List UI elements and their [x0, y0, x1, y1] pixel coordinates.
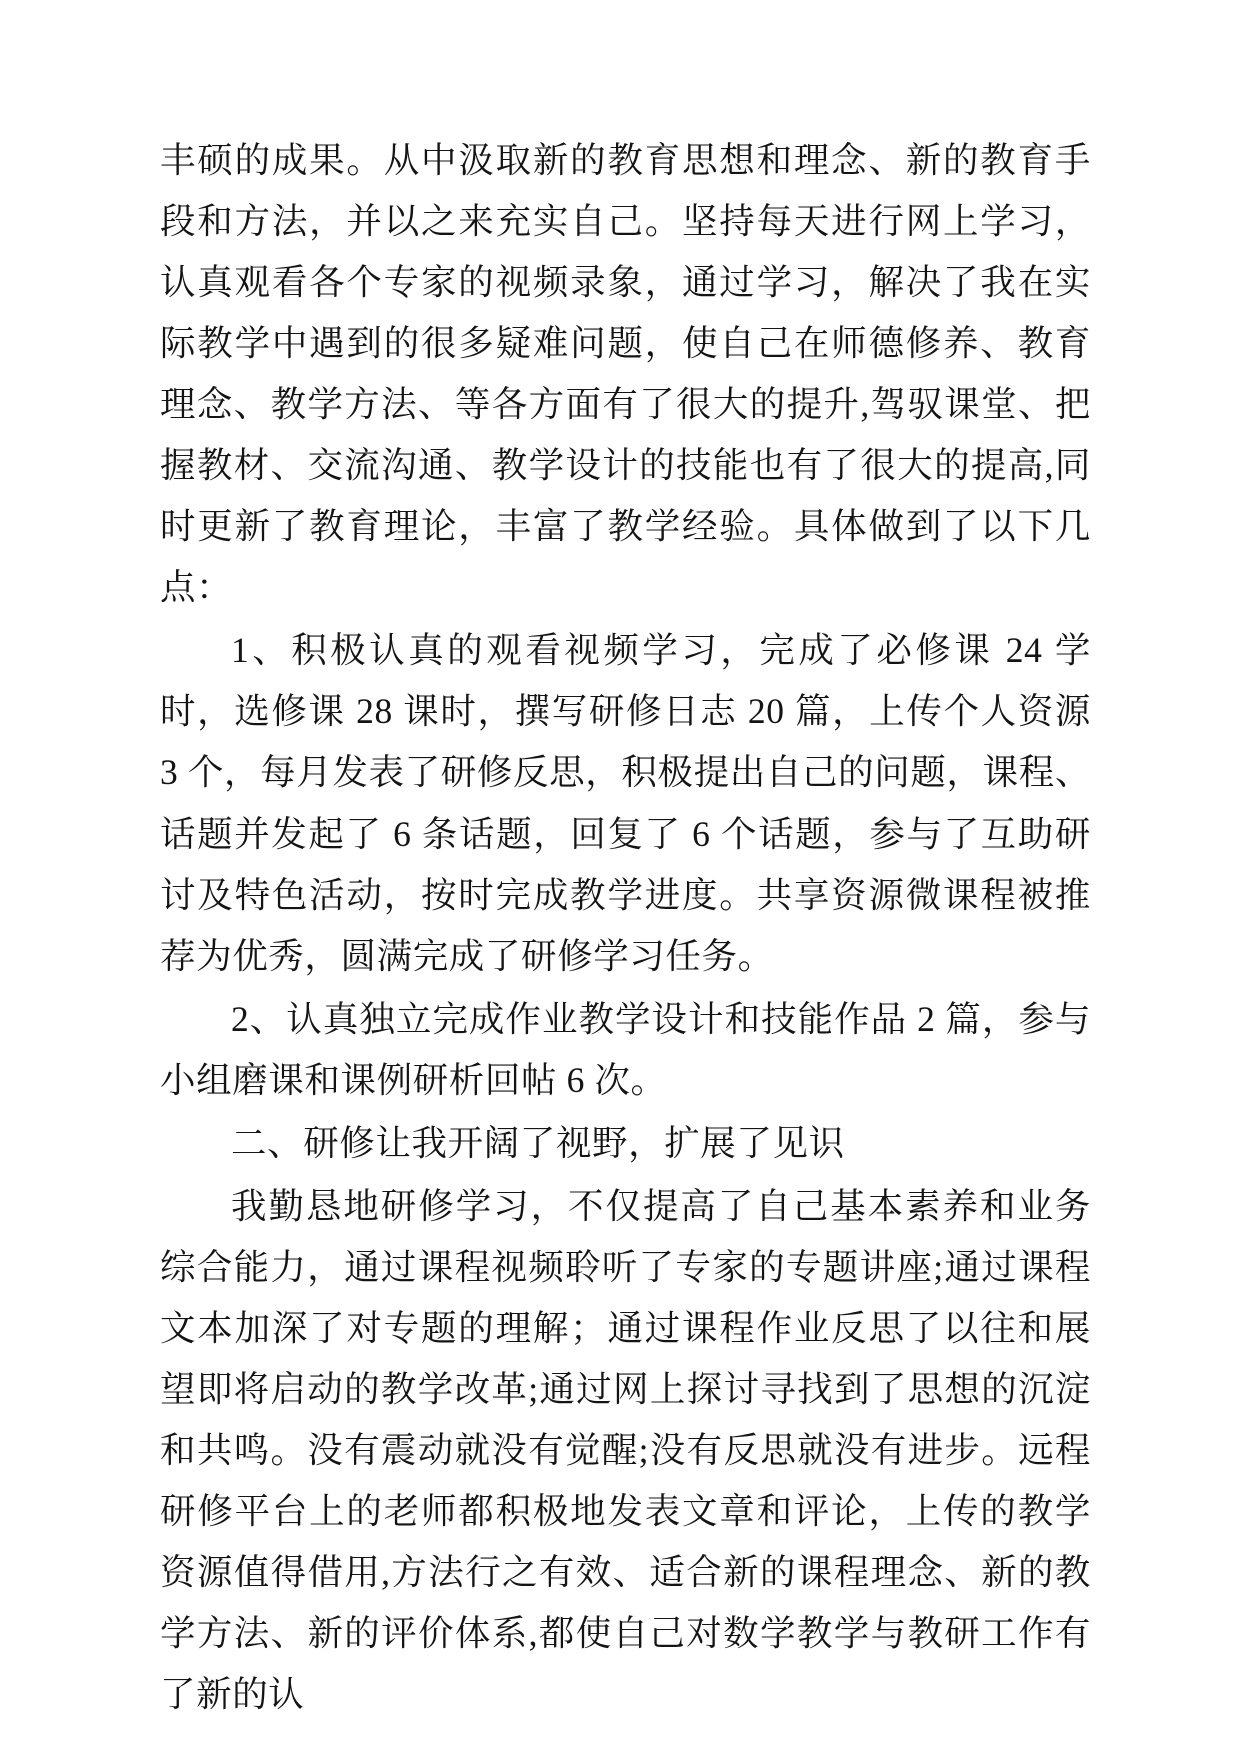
paragraph-continuation: 丰硕的成果。从中汲取新的教育思想和理念、新的教育手段和方法，并以之来充实自己。坚持每天进行网上学习，认真观看各个专家的视频录象，通过学习，解决了我在实际教学中遇到的很多疑难问题，使自己在师德修养、教育理念、教学方法、等各方面有了很大的提升,驾驭课堂、把握教材、交流沟通、教学设计的技能也有了很大的提高,同时更新了教育理论，丰富了教学经验。具体做到了以下几点： [160, 140, 1091, 608]
paragraph-section-two-body: 我勤恳地研修学习，不仅提高了自己基本素养和业务综合能力，通过课程视频聆听了专家的专题讲座;通过课程文本加深了对专题的理解；通过课程作业反思了以往和展望即将启动的教学改革;通过网上探讨寻找到了思想的沉淀和共鸣。没有震动就没有觉醒;没有反思就没有进步。远程研修平台上的老师都积极地发表文章和评论，上传的教学资源值得借用,方法行之有效、适合新的课程理念、新的教学方法、新的评价体系,都使自己对数学教学与教研工作有了新的认 [160, 1185, 1091, 1715]
paragraph-list-item-2: 2、认真独立完成作业教学设计和技能作品 2 篇，参与小组磨课和课例研析回帖 6 次。 [160, 998, 1091, 1100]
section-heading-two: 二、研修让我开阔了视野，扩展了见识 [231, 1122, 845, 1163]
paragraph-list-item-1: 1、积极认真的观看视频学习，完成了必修课 24 学时，选修课 28 课时，撰写研修日志 20 篇，上传个人资源 3 个，每月发表了研修反思，积极提出自己的问题，课程、话题并发起了 6 条话题，回复了 6 个话题，参与了互助研讨及特色活动，按时完成教学进度。共享资源微课程被推荐为优秀，圆满完成了研修学习任务。 [160, 630, 1091, 976]
document-body [160, 130, 1091, 1725]
